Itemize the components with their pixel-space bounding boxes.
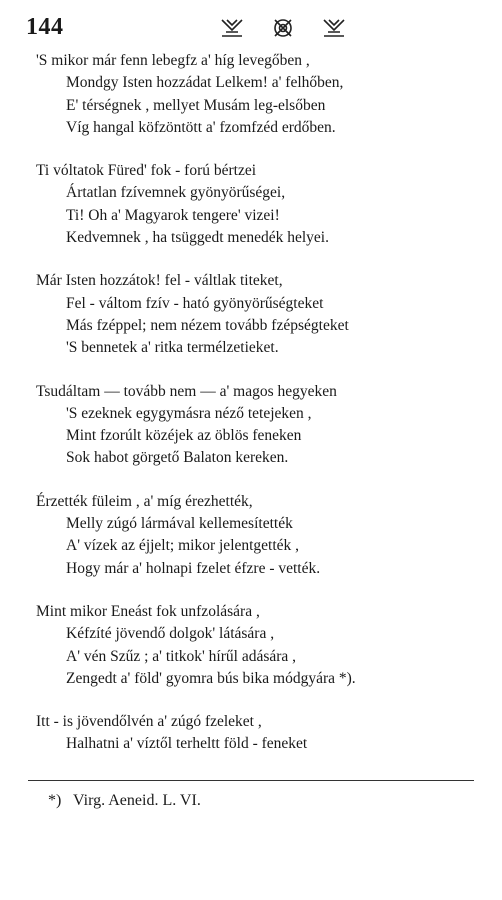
stanza-2 <box>36 160 476 249</box>
verse-line: Halhatni a' víztől terheltt föld - feneket <box>66 735 308 753</box>
stanza-3 <box>36 270 476 359</box>
footnote-mark: *) <box>48 792 62 809</box>
verse-line: Sok habot görgető Balaton kereken. <box>66 449 289 467</box>
verse-line: Melly zúgó lármával kellemesítették <box>66 515 293 533</box>
page-number: 144 <box>26 14 64 40</box>
verse-line: Itt - is jövendőlvén a' zúgó fzeleket , <box>36 713 262 731</box>
stanza-4 <box>36 381 476 470</box>
stanza-5 <box>36 491 476 580</box>
poem <box>36 50 476 777</box>
verse-line: Ártatlan fzívemnek gyönyörűségei, <box>66 184 286 202</box>
verse-line: Tsudáltam — tovább nem — a' magos hegyeken <box>36 382 337 400</box>
stanza-6 <box>36 601 476 690</box>
verse-line: Már Isten hozzátok! fel - váltlak titeket, <box>36 272 283 290</box>
floral-ornament-icon <box>218 16 348 40</box>
verse-line: Zengedt a' föld' gyomra bús bika módgyára *). <box>66 669 356 687</box>
verse-line: Mint mikor Eneást fok unfzolására , <box>36 602 260 620</box>
verse-line: Más fzéppel; nem nézem tovább fzépségteket <box>66 316 349 334</box>
verse-line: Kedvemnek , ha tsüggedt menedék helyei. <box>66 229 329 247</box>
verse-line: A' vízek az éjjelt; mikor jelentgették , <box>66 537 300 555</box>
footnote <box>48 792 201 810</box>
footnote-divider <box>28 780 474 781</box>
verse-line: Fel - váltom fzív - ható gyönyörűségteket <box>66 294 324 312</box>
verse-line: Mondgy Isten hozzádat Lelkem! a' felhőben, <box>66 74 344 92</box>
page-header <box>26 14 472 40</box>
verse-line: Víg hangal köfzöntött a' fzomfzéd erdőben. <box>66 118 336 136</box>
stanza-1 <box>36 50 476 139</box>
verse-line: 'S mikor már fenn lebegfz a' híg levegőben , <box>36 52 310 69</box>
verse-line: Kéfzíté jövendő dolgok' látására , <box>66 625 275 643</box>
stanza-7 <box>36 711 476 756</box>
verse-line: Érzették füleim , a' míg érezhették, <box>36 492 253 510</box>
footnote-text: Virg. Aeneid. L. VI. <box>73 792 201 809</box>
verse-line: E' térségnek , mellyet Musám leg-elsőben <box>66 96 326 114</box>
verse-line: 'S bennetek a' ritka termélzetieket. <box>66 339 279 357</box>
verse-line: Ti! Oh a' Magyarok tengere' vizei! <box>66 206 280 224</box>
verse-line: Mint fzorúlt közéjek az öblös feneken <box>66 427 302 445</box>
verse-line: A' vén Szűz ; a' titkok' hírűl adására , <box>66 647 297 665</box>
verse-line: Ti vóltatok Füred' fok - forú bértzei <box>36 162 257 180</box>
verse-line: Hogy már a' holnapi fzelet éfzre - vették. <box>66 559 321 577</box>
verse-line: 'S ezeknek egygymásra néző tetejeken , <box>66 404 312 422</box>
